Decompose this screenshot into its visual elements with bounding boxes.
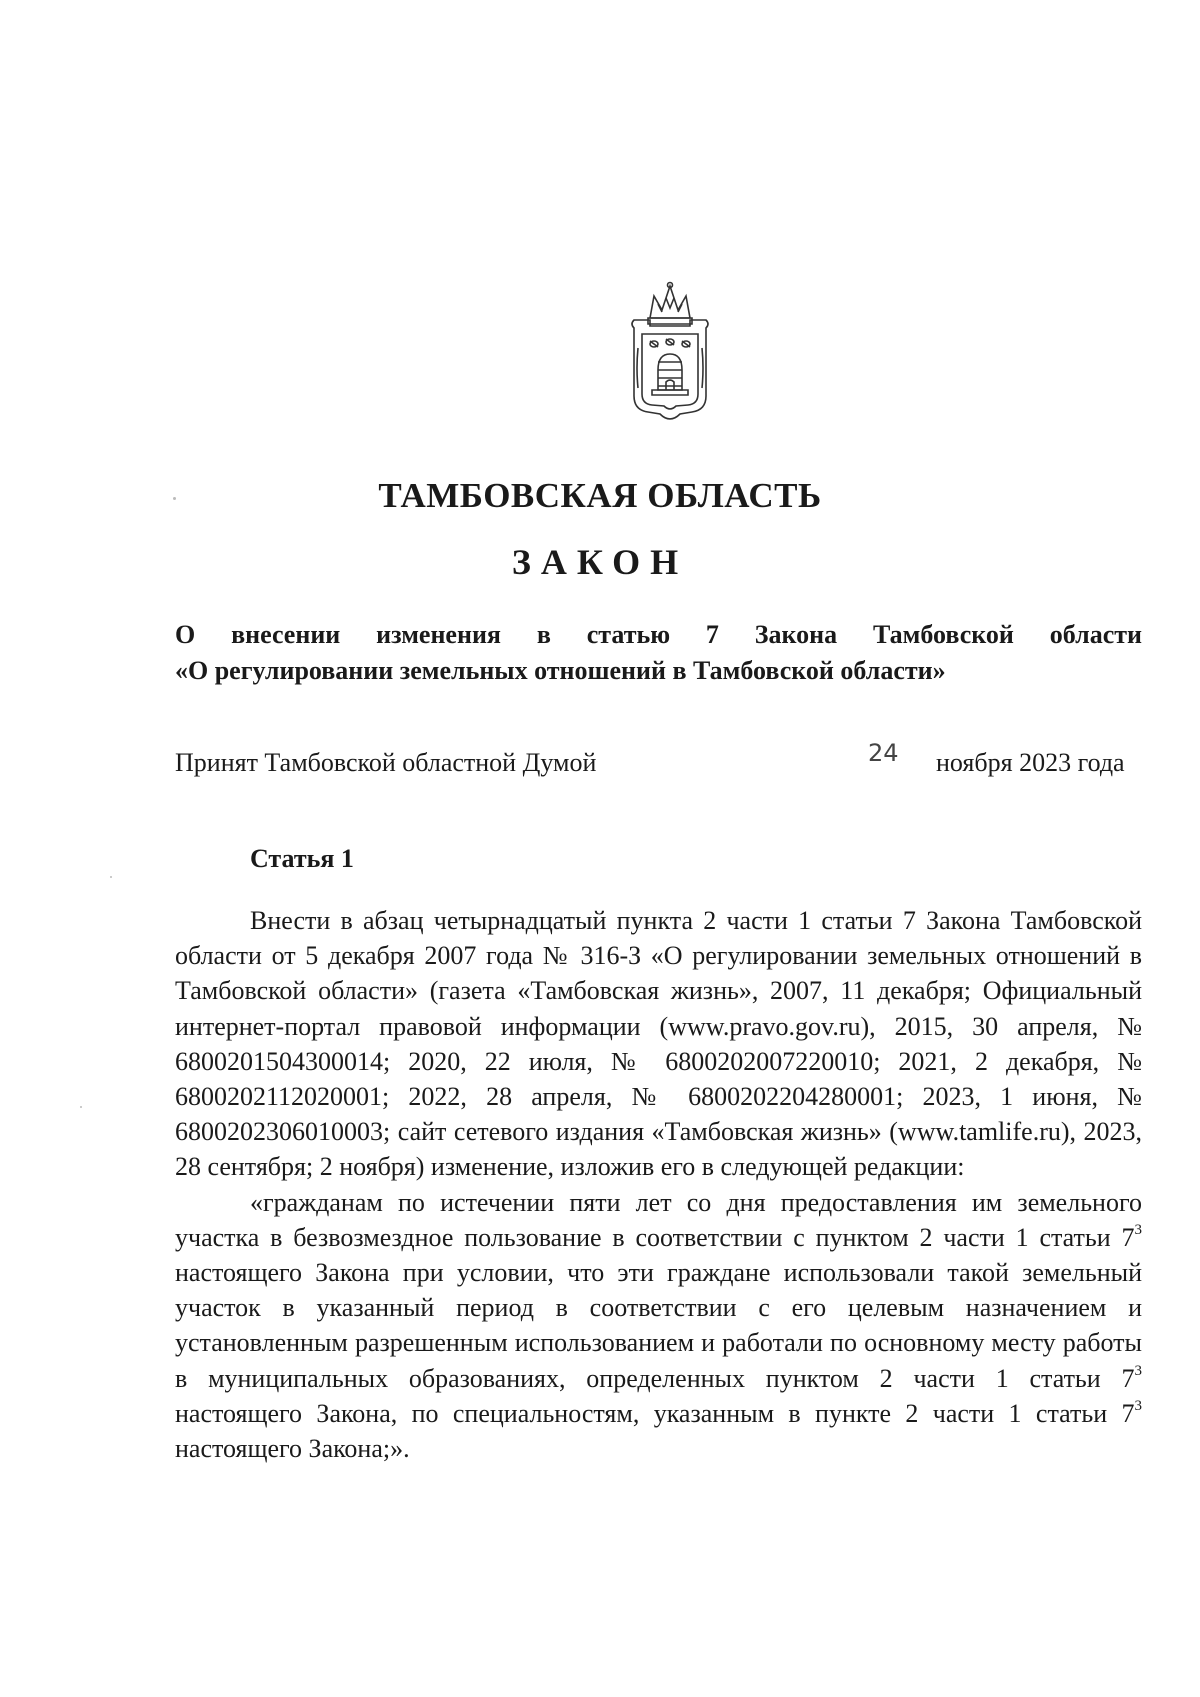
superscript-2: 3 [1134, 1362, 1142, 1379]
article-heading: Статья 1 [250, 844, 354, 873]
tambov-coat-of-arms-icon [620, 278, 720, 428]
region-heading: ТАМБОВСКАЯ ОБЛАСТЬ [378, 476, 822, 515]
scan-speck [110, 876, 112, 878]
adoption-day-handwritten: 24 [868, 739, 899, 767]
law-title [175, 617, 1142, 689]
quote-text-part-2: настоящего Закона при условии, что эти граждане использовали такой земельный участок в указанный период в соответствии с его целевым назначением и установленным разрешенным использованием и работали по основному месту работы в муниципальных образованиях, определенных пунктом 2 части 1 статьи 7 [175, 1258, 1142, 1393]
article-body [175, 903, 1142, 1466]
article-paragraph-amendment: Внести в абзац четырнадцатый пункта 2 части 1 статьи 7 Закона Тамбовской области от 5 декабря 2007 года № 316-З «О регулировании земельных отношений в Тамбовской области» (газета «Тамбовская жизнь», 2007, 11 декабря; Официальный интернет-портал правовой информации (www.pravo.gov.ru), 2015, 30 апреля, № 6800201504300014; 2020, 22 июля, № 6800202007220010; 2021, 2 декабря, № 6800202112020001; 2022, 28 апреля, № 6800202204280001; 2023, 1 июня, № 6800202306010003; сайт сетевого издания «Тамбовская жизнь» (www.tamlife.ru), 2023, 28 сентября; 2 ноября) изменение, изложив его в следующей редакции: [175, 906, 1142, 1182]
law-title-line-1: О внесении изменения в статью 7 Закона Тамбовской области [175, 620, 1142, 649]
article-paragraph-new-wording [175, 1185, 1142, 1467]
document-type-heading: ЗАКОН [511, 542, 689, 582]
quote-text-part-1: «гражданам по истечении пяти лет со дня предоставления им земельного участка в безвозмездное пользование в соответствии с пунктом 2 части 1 статьи 7 [175, 1187, 1142, 1252]
scan-speck [173, 497, 176, 500]
superscript-3: 3 [1134, 1397, 1142, 1414]
quote-text-part-3: настоящего Закона, по специальностям, указанным в пункте 2 части 1 статьи 7 [175, 1398, 1135, 1428]
quote-text-part-4: настоящего Закона;». [175, 1434, 410, 1464]
scan-speck [80, 1106, 82, 1108]
superscript-1: 3 [1134, 1221, 1142, 1238]
adopted-by-text: Принят Тамбовской областной Думой [175, 748, 597, 777]
law-title-line-2: «О регулировании земельных отношений в Тамбовской области» [175, 656, 946, 685]
adoption-month-year: ноября 2023 года [936, 748, 1125, 777]
